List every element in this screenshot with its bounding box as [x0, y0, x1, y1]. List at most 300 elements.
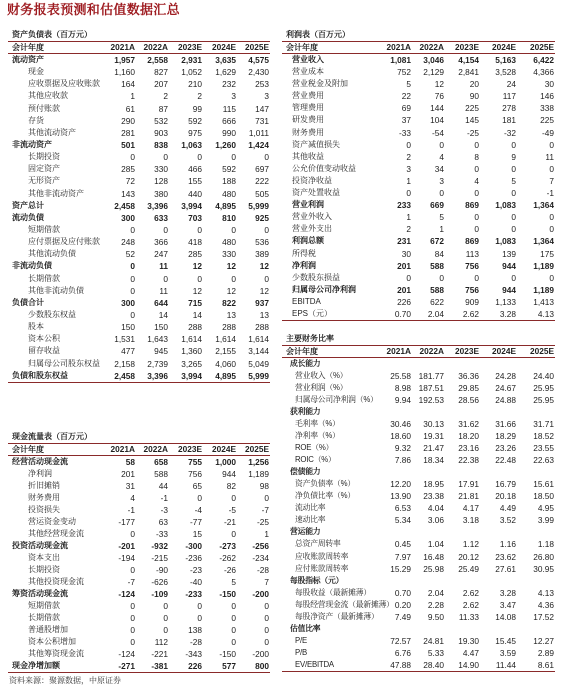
value-2022a: 3.06 — [427, 515, 444, 526]
table-row — [282, 538, 555, 550]
table-row — [8, 456, 270, 468]
table-row — [282, 272, 555, 284]
row-label: 现金净增加额 — [12, 661, 60, 670]
value-2021a: 2 — [406, 151, 411, 162]
report-title: 财务报表预测和估值数据汇总 — [7, 3, 180, 18]
value-2024e: 577 — [222, 661, 236, 671]
value-2025e: 2,430 — [248, 67, 269, 78]
value-2023e: 15 — [192, 529, 202, 539]
value-2025e: 30.95 — [533, 563, 554, 574]
value-2021a: 0 — [130, 261, 135, 272]
table-row — [8, 66, 270, 78]
value-2021a: 7.86 — [394, 455, 411, 466]
value-2021a: 0.70 — [394, 587, 411, 598]
row-label: 其他流动负债 — [28, 249, 76, 259]
value-2024e: 944 — [222, 469, 236, 479]
table-row — [282, 514, 555, 526]
value-2024e: 1,083 — [495, 236, 516, 247]
row-label: 归属母公司净利润（%） — [295, 395, 378, 405]
value-2023e: 14 — [192, 309, 202, 320]
table-row — [8, 624, 270, 636]
value-2024e: 0 — [511, 188, 516, 199]
row-label: 流动比率 — [295, 503, 326, 513]
value-2023e: 756 — [188, 469, 202, 479]
table-row — [282, 296, 555, 308]
row-label: 财务费用 — [292, 127, 324, 137]
value-2023e: 90 — [469, 91, 479, 102]
column-header-2025e: 2025E — [245, 42, 269, 52]
value-2025e: 3 — [264, 91, 269, 102]
table-row — [282, 163, 555, 175]
table-row — [282, 308, 555, 320]
value-2021a: 69 — [401, 103, 411, 114]
value-2024e: 82 — [226, 481, 236, 491]
row-label: EPS（元） — [292, 308, 333, 318]
value-2021a: 30 — [401, 248, 411, 259]
value-2024e: 1,629 — [215, 67, 236, 78]
value-2022a: 16.48 — [423, 551, 444, 562]
value-2025e: 25.95 — [533, 395, 554, 406]
value-2022a: 0 — [439, 272, 444, 283]
value-2024e: 9 — [511, 151, 516, 162]
value-2023e: 0 — [197, 224, 202, 235]
value-2023e: 210 — [188, 79, 202, 90]
value-2023e: 0 — [197, 273, 202, 284]
value-2023e: 1,063 — [181, 139, 202, 150]
value-2021a: -271 — [118, 661, 135, 671]
table-row — [282, 90, 555, 102]
value-2025e: 23.55 — [533, 443, 554, 454]
value-2024e: 480 — [222, 188, 236, 199]
value-2022a: 3,046 — [423, 55, 444, 65]
table-row — [8, 151, 270, 163]
value-2022a: 12 — [434, 79, 444, 90]
value-2022a: 633 — [154, 212, 168, 223]
value-2021a: 233 — [397, 200, 411, 211]
value-2022a: 9.50 — [427, 611, 444, 622]
column-header-2022a: 2022A — [419, 42, 444, 52]
row-label: 归属母公司股东权益 — [28, 358, 100, 368]
row-label: 少数股东损益 — [292, 272, 340, 282]
table-row — [8, 552, 270, 564]
value-2024e: 31.66 — [495, 419, 516, 430]
value-2025e: -234 — [252, 553, 269, 563]
value-2025e: 389 — [255, 249, 269, 260]
section-row — [282, 406, 555, 418]
row-label: 资产减值损失 — [292, 139, 340, 149]
table-row — [8, 285, 270, 297]
value-2025e: 4.13 — [537, 587, 554, 598]
table-row — [282, 430, 555, 442]
value-2022a: 63 — [158, 517, 168, 527]
value-2023e: 0 — [197, 152, 202, 163]
value-2024e: 24.67 — [495, 383, 516, 394]
value-2021a: 47.88 — [390, 659, 411, 670]
value-2022a: 622 — [430, 296, 444, 307]
value-2022a: 1 — [439, 224, 444, 235]
row-label: 营业收入（%） — [295, 371, 348, 381]
column-header-2025e: 2025E — [530, 42, 554, 52]
value-2022a: 247 — [154, 249, 168, 260]
value-2024e: 480 — [222, 237, 236, 248]
row-label: 无形资产 — [28, 176, 60, 186]
value-2021a: 248 — [121, 237, 135, 248]
value-2024e: 117 — [502, 91, 516, 102]
table-body — [8, 456, 270, 673]
table-row — [282, 490, 555, 502]
table-row — [282, 248, 555, 260]
value-2021a: 5.34 — [394, 515, 411, 526]
column-header-2021a: 2021A — [110, 444, 135, 454]
value-2021a: 143 — [121, 188, 135, 199]
section-row — [282, 358, 555, 370]
column-header-2023e: 2023E — [178, 42, 202, 52]
value-2021a: 0 — [130, 224, 135, 235]
table-row — [282, 66, 555, 78]
value-2021a: 290 — [121, 115, 135, 126]
row-label: 净利润 — [292, 260, 316, 270]
value-2022a: 18.34 — [423, 455, 444, 466]
value-2021a: 7.49 — [394, 611, 411, 622]
value-2025e: 3.99 — [537, 515, 554, 526]
value-2021a: 0 — [130, 285, 135, 296]
value-2025e: 5,999 — [248, 200, 269, 211]
value-2023e: 418 — [188, 237, 202, 248]
value-2021a: 61 — [125, 103, 135, 114]
table-row — [282, 418, 555, 430]
column-header-2023e: 2023E — [178, 444, 202, 454]
value-2024e: 278 — [502, 103, 516, 114]
table-row — [8, 139, 270, 151]
row-label: P/B — [295, 647, 307, 657]
value-2024e: 1.16 — [499, 539, 516, 550]
row-label: 净负债比率（%） — [295, 491, 355, 501]
value-2023e: -40 — [190, 577, 202, 587]
table-row — [282, 175, 555, 187]
value-2024e: 0 — [511, 139, 516, 150]
value-2025e: -49 — [542, 127, 554, 138]
value-2021a: 0 — [130, 309, 135, 320]
table-row — [8, 188, 270, 200]
row-label: 其他应收款 — [28, 91, 68, 101]
table-row — [282, 114, 555, 126]
value-2024e: 0 — [231, 273, 236, 284]
value-2025e: 11 — [545, 151, 554, 162]
value-2022a: -626 — [151, 577, 168, 587]
table-body — [8, 54, 270, 383]
value-2025e: 800 — [255, 661, 269, 671]
row-label: 营业外收入 — [292, 212, 332, 222]
value-2023e: 2,931 — [181, 55, 202, 65]
value-2025e: 12 — [259, 285, 269, 296]
value-2023e: -4 — [194, 505, 202, 515]
value-2023e: -343 — [185, 649, 202, 659]
row-label: 负债和股东权益 — [12, 370, 68, 380]
row-label: 营运资金变动 — [28, 517, 76, 526]
value-2023e: 0 — [474, 188, 479, 199]
value-2022a: -3 — [160, 505, 168, 515]
value-2021a: -33 — [399, 127, 411, 138]
value-2021a: 3 — [406, 163, 411, 174]
value-2021a: 0 — [130, 625, 135, 635]
value-2021a: 1,957 — [114, 55, 135, 65]
row-label: 其他流动资产 — [28, 127, 76, 137]
row-label: 短期借款 — [28, 224, 60, 234]
value-2022a: 945 — [154, 346, 168, 357]
value-2024e: 188 — [222, 176, 236, 187]
row-label: 所得税 — [292, 248, 316, 258]
value-2022a: 44 — [158, 481, 168, 491]
value-2022a: 28.40 — [423, 659, 444, 670]
value-2021a: 501 — [121, 139, 135, 150]
value-2024e: 0 — [231, 613, 236, 623]
table-title: 利润表（百万元） — [286, 30, 350, 39]
value-2025e: 12.27 — [533, 635, 554, 646]
value-2023e: 0 — [474, 224, 479, 235]
column-header-2022a: 2022A — [143, 42, 168, 52]
value-2025e: 937 — [255, 297, 269, 308]
value-2022a: -109 — [151, 589, 168, 599]
row-label: 财务费用 — [28, 493, 60, 502]
row-label: 其他筹资现金流 — [28, 649, 84, 658]
table-row — [282, 647, 555, 659]
row-label: EV/EBITDA — [295, 659, 334, 669]
value-2023e: 756 — [465, 284, 479, 295]
balance-sheet-table — [8, 28, 270, 383]
value-2021a: 72 — [125, 176, 135, 187]
table-row — [282, 478, 555, 490]
value-2023e: -23 — [190, 565, 202, 575]
table-row — [8, 248, 270, 260]
value-2021a: 285 — [121, 164, 135, 175]
row-label: EBITDA — [292, 296, 321, 306]
value-2022a: -932 — [151, 541, 168, 551]
value-2022a: 5.33 — [427, 647, 444, 658]
section-label: 成长能力 — [290, 359, 321, 368]
column-header-2023e: 2023E — [455, 42, 479, 52]
value-2023e: 1,360 — [181, 346, 202, 357]
value-2022a: 0 — [163, 613, 168, 623]
value-2024e: -150 — [219, 649, 236, 659]
value-2021a: 752 — [397, 67, 411, 78]
value-2021a: 0 — [406, 139, 411, 150]
table-row — [8, 175, 270, 187]
section-label: 偿债能力 — [290, 467, 321, 477]
value-2024e: 3,528 — [495, 67, 516, 78]
value-2023e: 17.91 — [458, 479, 479, 490]
value-2023e: 703 — [188, 212, 202, 223]
table-body — [282, 54, 555, 321]
value-2023e: 2,841 — [458, 67, 479, 78]
section-row — [282, 575, 555, 587]
value-2025e: 0 — [549, 139, 554, 150]
table-row — [8, 358, 270, 370]
table-row — [8, 54, 270, 66]
value-2021a: 201 — [397, 260, 411, 271]
value-2023e: -300 — [185, 541, 202, 551]
row-label: ROIC（%） — [295, 455, 336, 465]
value-2023e: -233 — [185, 589, 202, 599]
value-2024e: 3.59 — [499, 647, 516, 658]
value-2024e: 16.79 — [495, 479, 516, 490]
header-label: 会计年度 — [12, 445, 44, 454]
value-2023e: 2.62 — [462, 599, 479, 610]
value-2022a: 0 — [439, 139, 444, 150]
value-2025e: 17.52 — [533, 611, 554, 622]
value-2024e: 0 — [231, 625, 236, 635]
row-label: 流动资产 — [12, 55, 44, 64]
table-row — [8, 588, 270, 600]
value-2024e: 11.44 — [495, 659, 516, 670]
value-2021a: 1,531 — [114, 334, 135, 345]
row-label: 营业费用 — [292, 91, 324, 101]
value-2025e: 25.95 — [533, 383, 554, 394]
value-2024e: 0 — [511, 163, 516, 174]
value-2021a: 25.58 — [390, 371, 411, 382]
value-2025e: 0 — [264, 637, 269, 647]
value-2022a: 4.04 — [427, 503, 444, 514]
value-2023e: 11.33 — [458, 611, 479, 622]
value-2024e: 22.48 — [495, 455, 516, 466]
value-2023e: 28.56 — [458, 395, 479, 406]
row-label: 普通股增加 — [28, 625, 68, 634]
value-2025e: 18.52 — [533, 431, 554, 442]
value-2022a: 838 — [154, 139, 168, 150]
value-2023e: 18.20 — [458, 431, 479, 442]
value-2025e: 7 — [264, 577, 269, 587]
table-row — [282, 551, 555, 563]
value-2022a: -1 — [160, 493, 168, 503]
value-2022a: 588 — [154, 469, 168, 479]
value-2021a: 0 — [130, 613, 135, 623]
value-2023e: 1.12 — [462, 539, 479, 550]
value-2023e: 113 — [465, 248, 479, 259]
table-row — [8, 309, 270, 321]
value-2022a: 30.13 — [423, 419, 444, 430]
row-label: 速动比率 — [295, 515, 326, 525]
table-row — [282, 563, 555, 575]
row-label: 其他投资现金流 — [28, 577, 84, 586]
value-2022a: 25.98 — [423, 563, 444, 574]
value-2024e: 13 — [226, 309, 236, 320]
row-label: 应收票据及应收账款 — [28, 79, 100, 89]
value-2021a: 0.20 — [394, 599, 411, 610]
value-2023e: 0 — [474, 272, 479, 283]
table-header-row — [282, 345, 555, 358]
value-2024e: 0 — [231, 529, 236, 539]
value-2025e: -256 — [252, 541, 269, 551]
value-2022a: 3 — [439, 175, 444, 186]
column-header-2022a: 2022A — [143, 444, 168, 454]
column-header-2022a: 2022A — [419, 346, 444, 356]
value-2023e: 145 — [465, 115, 479, 126]
value-2024e: 115 — [222, 103, 236, 114]
table-row — [8, 540, 270, 552]
table-row — [8, 103, 270, 115]
value-2022a: 14 — [158, 309, 168, 320]
row-label: 长期投资 — [28, 152, 60, 162]
value-2021a: -1 — [127, 505, 135, 515]
value-2025e: 288 — [255, 322, 269, 333]
section-row — [282, 623, 555, 635]
row-label: 股本 — [28, 322, 44, 332]
value-2024e: 0 — [231, 152, 236, 163]
value-2025e: 505 — [255, 188, 269, 199]
value-2025e: 0 — [549, 272, 554, 283]
value-2022a: -90 — [156, 565, 168, 575]
value-2023e: 592 — [188, 115, 202, 126]
value-2021a: 1 — [130, 91, 135, 102]
value-2022a: 0 — [163, 224, 168, 235]
row-label: 折旧摊销 — [28, 481, 60, 490]
value-2021a: 12.20 — [390, 479, 411, 490]
value-2024e: 0 — [231, 493, 236, 503]
value-2024e: 0 — [511, 224, 516, 235]
value-2024e: 0 — [511, 212, 516, 223]
column-header-2024e: 2024E — [492, 346, 516, 356]
section-label: 估值比率 — [290, 623, 321, 633]
source-note: 资料来源：聚源数据，中原证券 — [9, 676, 121, 685]
value-2023e: 14.90 — [458, 659, 479, 670]
value-2023e: 225 — [465, 103, 479, 114]
value-2021a: 15.29 — [390, 563, 411, 574]
value-2025e: 0 — [549, 224, 554, 235]
table-body — [282, 358, 555, 672]
value-2021a: 8.98 — [394, 383, 411, 394]
value-2022a: 187.51 — [418, 383, 444, 394]
value-2022a: 112 — [154, 637, 168, 647]
table-row — [8, 612, 270, 624]
value-2021a: -201 — [118, 541, 135, 551]
value-2021a: 37 — [401, 115, 411, 126]
value-2023e: 756 — [465, 260, 479, 271]
value-2023e: -236 — [185, 553, 202, 563]
value-2025e: 4.36 — [537, 599, 554, 610]
table-row — [282, 599, 555, 611]
table-header-row — [8, 443, 270, 456]
value-2022a: 144 — [430, 103, 444, 114]
value-2021a: -124 — [118, 649, 135, 659]
value-2025e: 31.71 — [533, 419, 554, 430]
row-label: 存货 — [28, 115, 44, 125]
value-2022a: 0 — [163, 601, 168, 611]
table-row — [8, 333, 270, 345]
value-2021a: 0 — [130, 152, 135, 163]
value-2021a: 58 — [125, 457, 135, 467]
value-2025e: 1,364 — [533, 200, 554, 211]
value-2023e: 3.18 — [462, 515, 479, 526]
value-2025e: 1,364 — [533, 236, 554, 247]
cash-flow-table — [8, 430, 270, 673]
value-2023e: 466 — [188, 164, 202, 175]
table-row — [282, 394, 555, 406]
value-2023e: 3,994 — [181, 370, 202, 381]
row-label: 固定资产 — [28, 164, 60, 174]
table-row — [8, 200, 270, 212]
table-row — [8, 648, 270, 660]
value-2022a: 3,396 — [147, 200, 168, 211]
value-2022a: 24.81 — [423, 635, 444, 646]
value-2025e: 536 — [255, 237, 269, 248]
row-label: 净利润 — [28, 469, 52, 478]
value-2021a: 0 — [130, 565, 135, 575]
table-row — [8, 163, 270, 175]
value-2022a: 2.04 — [427, 308, 444, 319]
value-2021a: 22 — [401, 91, 411, 102]
table-row — [8, 115, 270, 127]
table-row — [8, 480, 270, 492]
value-2024e: 4,895 — [215, 370, 236, 381]
